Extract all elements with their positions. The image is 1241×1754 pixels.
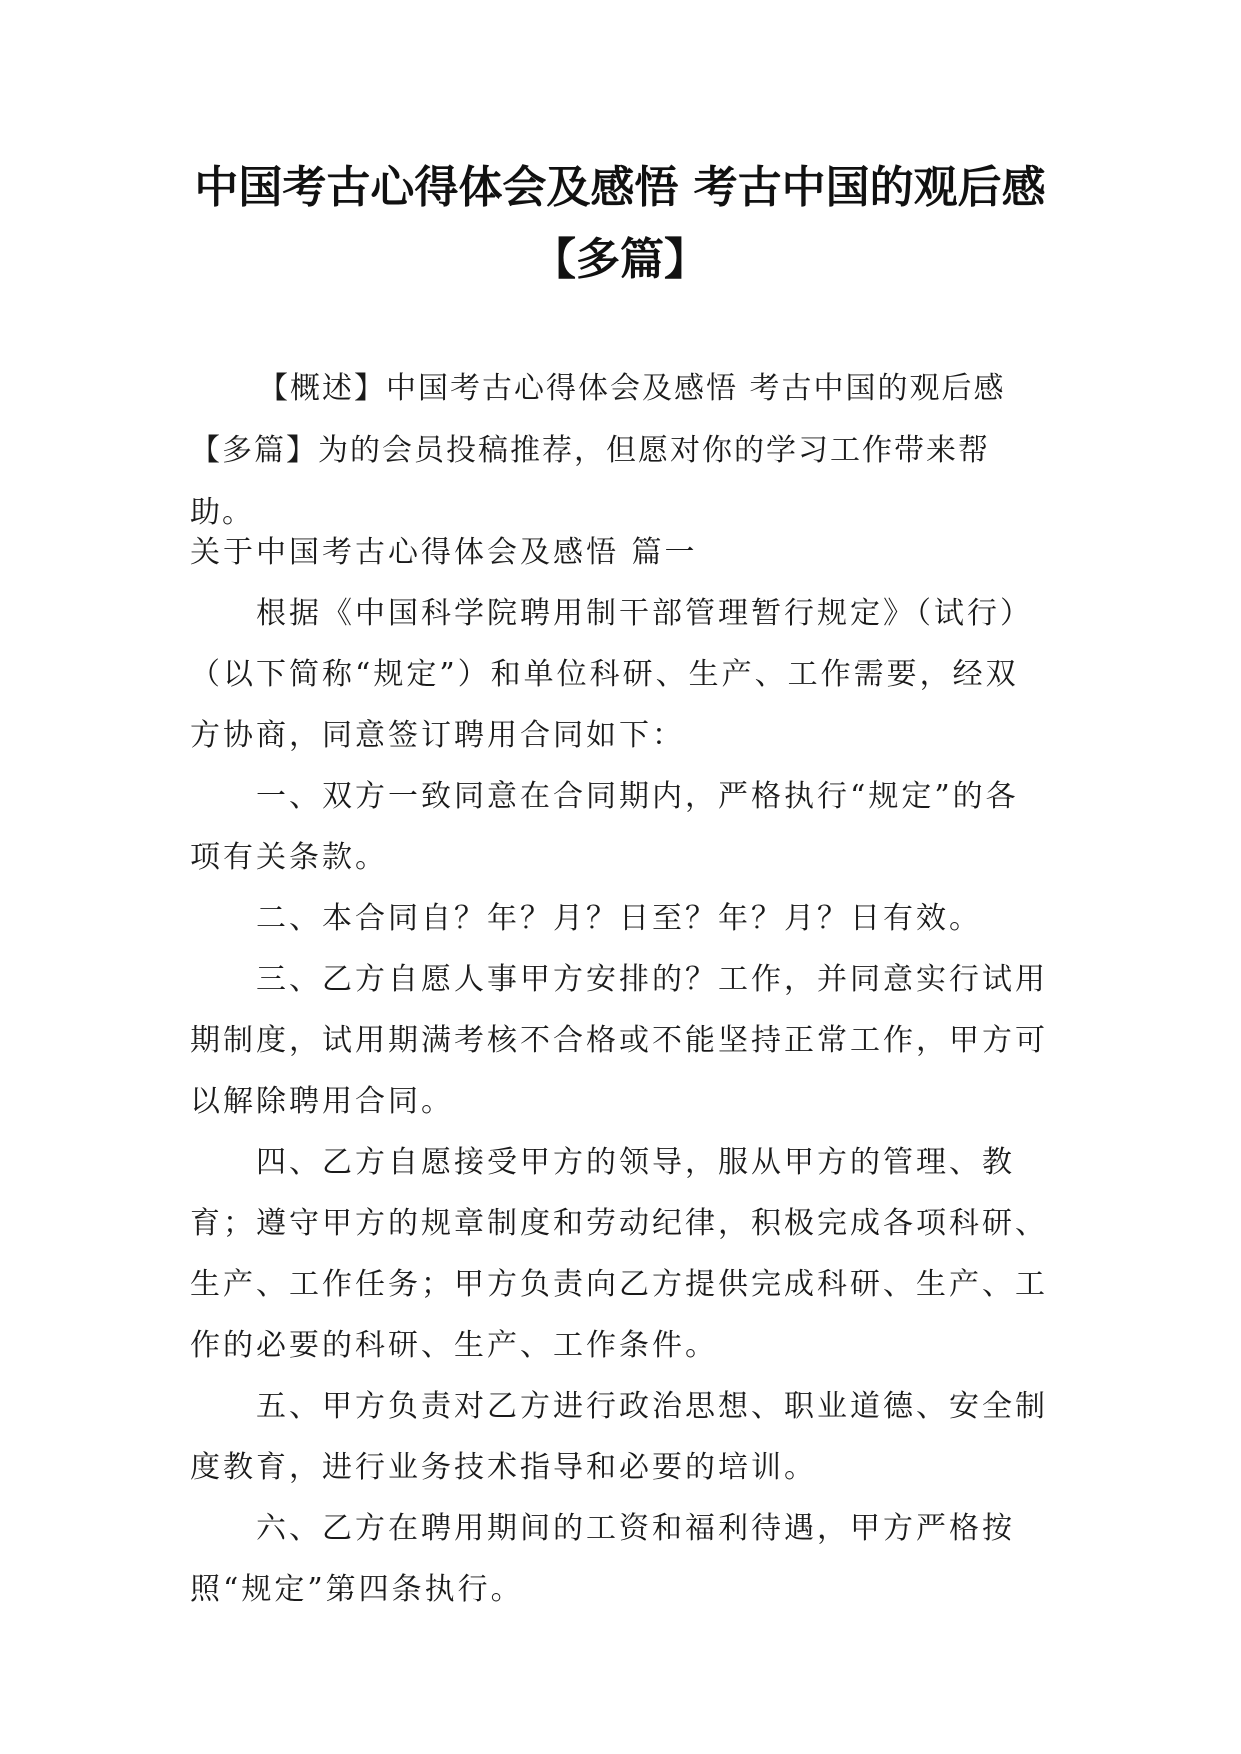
section-heading: 关于中国考古心得体会及感悟 篇一 <box>190 535 698 570</box>
body-paragraph-clause-5: 五、甲方负责对乙方进行政治思想、职业道德、安全制度教育，进行业务技术指导和必要的培训。 <box>190 1389 1048 1485</box>
document-title: 中国考古心得体会及感悟 考古中国的观后感【多篇】 <box>194 162 1046 285</box>
document-body <box>190 522 1050 1620</box>
body-paragraph-clause-1: 一、双方一致同意在合同期内，严格执行“规定”的各项有关条款。 <box>190 779 1019 875</box>
body-paragraph-clause-4: 四、乙方自愿接受甲方的领导，服从甲方的管理、教育；遵守甲方的规章制度和劳动纪律，积极完成各项科研、生产、工作任务；甲方负责向乙方提供完成科研、生产、工作的必要的科研、生产、工作条件。 <box>190 1145 1048 1363</box>
body-paragraph-intro: 根据《中国科学院聘用制干部管理暂行规定》（试行）（以下简称“规定”）和单位科研、生产、工作需要，经双方协商，同意签订聘用合同如下： <box>190 596 1033 753</box>
body-paragraph-clause-2: 二、本合同自？年？月？日至？年？月？日有效。 <box>256 901 982 936</box>
summary-paragraph: 【概述】中国考古心得体会及感悟 考古中国的观后感【多篇】为的会员投稿推荐，但愿对你的学习工作带来帮助。 <box>190 371 1006 530</box>
body-paragraph-clause-6: 六、乙方在聘用期间的工资和福利待遇，甲方严格按照“规定”第四条执行。 <box>190 1511 1015 1607</box>
body-paragraph-clause-3: 三、乙方自愿人事甲方安排的？工作，并同意实行试用期制度，试用期满考核不合格或不能坚持正常工作，甲方可以解除聘用合同。 <box>190 962 1048 1119</box>
